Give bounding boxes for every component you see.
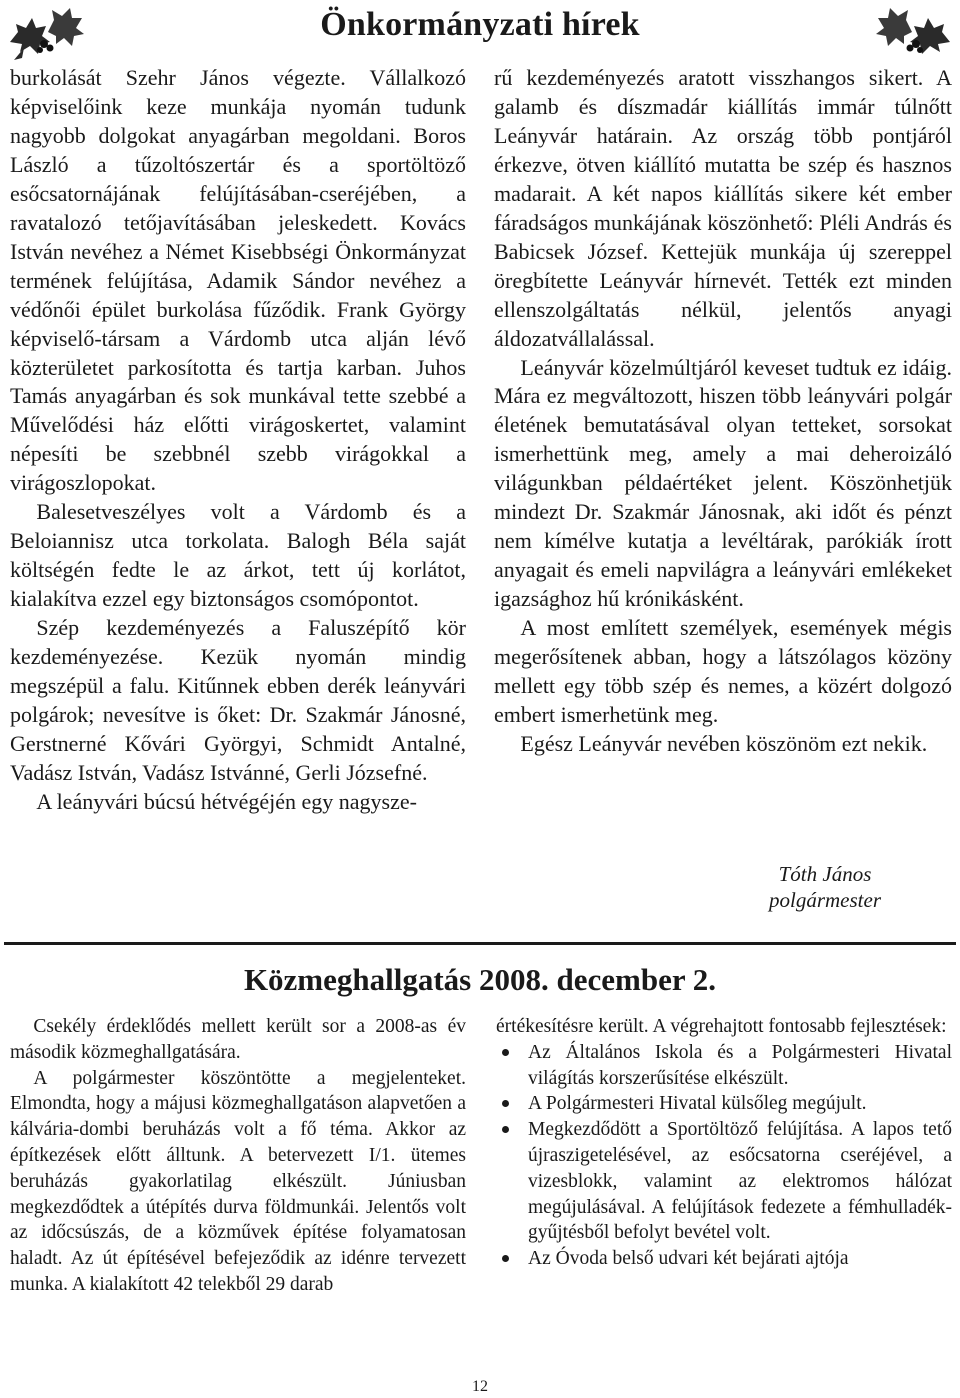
paragraph: Csekély érdeklődés mellett került sor a 2008-as év második közmeghallgatására.: [10, 1016, 466, 1063]
signature: [700, 861, 950, 913]
paragraph: Szép kezdeményezés a Faluszépítő kör kezdeményezése. Kezük nyomán mindig megszépül a falu. Kitűnnek ebben derék leányvári polgárok; nevesítve is őket: Dr. Szakmár Jánosné, Gerstnerné Kővári Györgyi, Schmidt Antalné, Vadász István, Vadász Istvánné, Gerli Józsefné.: [10, 615, 466, 785]
paragraph: rű kezdeményezés aratott visszhangos sikert. A galamb és díszmadár kiállítás immár túlnőtt Leányvár határain. Az ország több pontjáról érkezve, ötven kiállító mutatta be szép és hasznos madarait. A két napos kiállítás sikere két ember fáradságos munkájának köszönhető: Pléli András és Babicsek József. Kettejük munkája új szereppel öregbítette Leányvár hírnevét. Tették ezt minden ellenszolgáltatás nélkül, jelentős anyagi áldozatvállalással.: [494, 65, 952, 351]
paragraph: A most említett személyek, események mégis megerősítenek abban, hogy a látszólagos közöny mellett egy több szép és nemes, a közért dolgozó embert ismerhetünk meg.: [494, 615, 952, 727]
paragraph: Balesetveszélyes volt a Várdomb és a Beloiannisz utca torkolata. Balogh Béla saját költségén fedte le az árkot, tett új korlátot, kialakítva ezzel egy biztonságos csomópontot.: [10, 499, 466, 612]
bullet-icon: [502, 1126, 509, 1133]
article2-left-column: [10, 1014, 466, 1298]
list-item: Az Óvoda belső udvari két bejárati ajtója: [496, 1246, 952, 1272]
paragraph: Leányvár közelmúltjáról keveset tudtuk ez idáig. Mára ez megváltozott, hiszen több leányvári polgár életének bemutatásával olyan tetteket, sorsokat ismerhettünk meg, amely a mai deheroizáló világunkban példaértéket jelent. Köszönhetjük mindezt Dr. Szakmár Jánosnak, aki időt és pénzt nem kímélve kutatja a levéltárak, parókiák írott anyagait és emeli napvilágra a leányvári emlékeket igazsághoz hű krónikásként.: [494, 354, 952, 612]
development-list: [496, 1040, 952, 1272]
bullet-icon: [502, 1255, 509, 1262]
page-number: 12: [472, 1378, 488, 1395]
article-left-column: [10, 64, 466, 817]
article2-right-column: [496, 1014, 952, 1272]
section-divider: [4, 942, 956, 945]
signature-role: polgármester: [769, 888, 881, 912]
list-item: Az Általános Iskola és a Polgármesteri Hivatal világítás korszerűsítése elkészült.: [496, 1040, 952, 1092]
paragraph: A leányvári búcsú hétvégéjén egy nagysze-: [36, 788, 417, 814]
list-item: Megkezdődött a Sportöltöző felújítása. A lapos tető újraszigetelésével, az esőcsatorna cseréjével, a vizesblokk, valamint az elektromos hálózat megújulásával. A felújítások fedezete a fémhulladék-gyűjtésből befolyt bevétel volt.: [496, 1117, 952, 1246]
section-title: Közmeghallgatás 2008. december 2.: [243, 962, 717, 997]
paragraph: burkolását Szehr János végezte. Vállalkozó képviselőink keze munkája nyomán tudunk nagyobb dolgokat anyagárban megoldani. Boros László a tűzoltószertár és a sportöltöző esőcsatornájának felújításában-cseréjében, a ravatalozó tetőjavításában jeleskedett. Kovács István nevéhez a Német Kisebbségi Önkormányzat termének felújítása, Adamik Sándor nevéhez a védőnői épület burkolása fűződik. Frank György képviselő-társam a Várdomb utca alján lévő közterületet parkosította és tartja karban. Juhos Tamás anyagárban és sok munkával tette szebbé a Művelődési ház előtti virágoskertet, valamint népesíti be szebbnél szebb virágokkal a virágoszlopokat.: [10, 65, 466, 496]
list-item: A Polgármesteri Hivatal külsőleg megújult.: [496, 1091, 952, 1117]
page-title: Önkormányzati hírek: [320, 6, 640, 43]
paragraph: Egész Leányvár nevében köszönöm ezt nekik.: [520, 730, 928, 756]
bullet-icon: [502, 1100, 509, 1107]
bullet-icon: [502, 1049, 509, 1056]
signature-name: Tóth János: [778, 862, 872, 886]
paragraph: A polgármester köszöntötte a megjelenteket. Elmondta, hogy a májusi közmeghallgatáson alapvetően a kálvária-dombi beruházás volt a fő téma. Akkor az építkezések előtt álltunk. A betervezett I/1. ütemes beruházás gyakorlatilag elkészült. Júniusban megkezdődtek a útépítés durva földmunkái. Jelentős volt az időcsúszás, de a közművek építése folyamatosan haladt. Az út építésével befejeződik az idénre tervezett munka. A kialakított 42 telekből 29 darab: [10, 1067, 466, 1295]
paragraph: értékesítésre került. A végrehajtott fontosabb fejlesztések:: [496, 1016, 947, 1037]
article-right-column: [494, 64, 952, 759]
